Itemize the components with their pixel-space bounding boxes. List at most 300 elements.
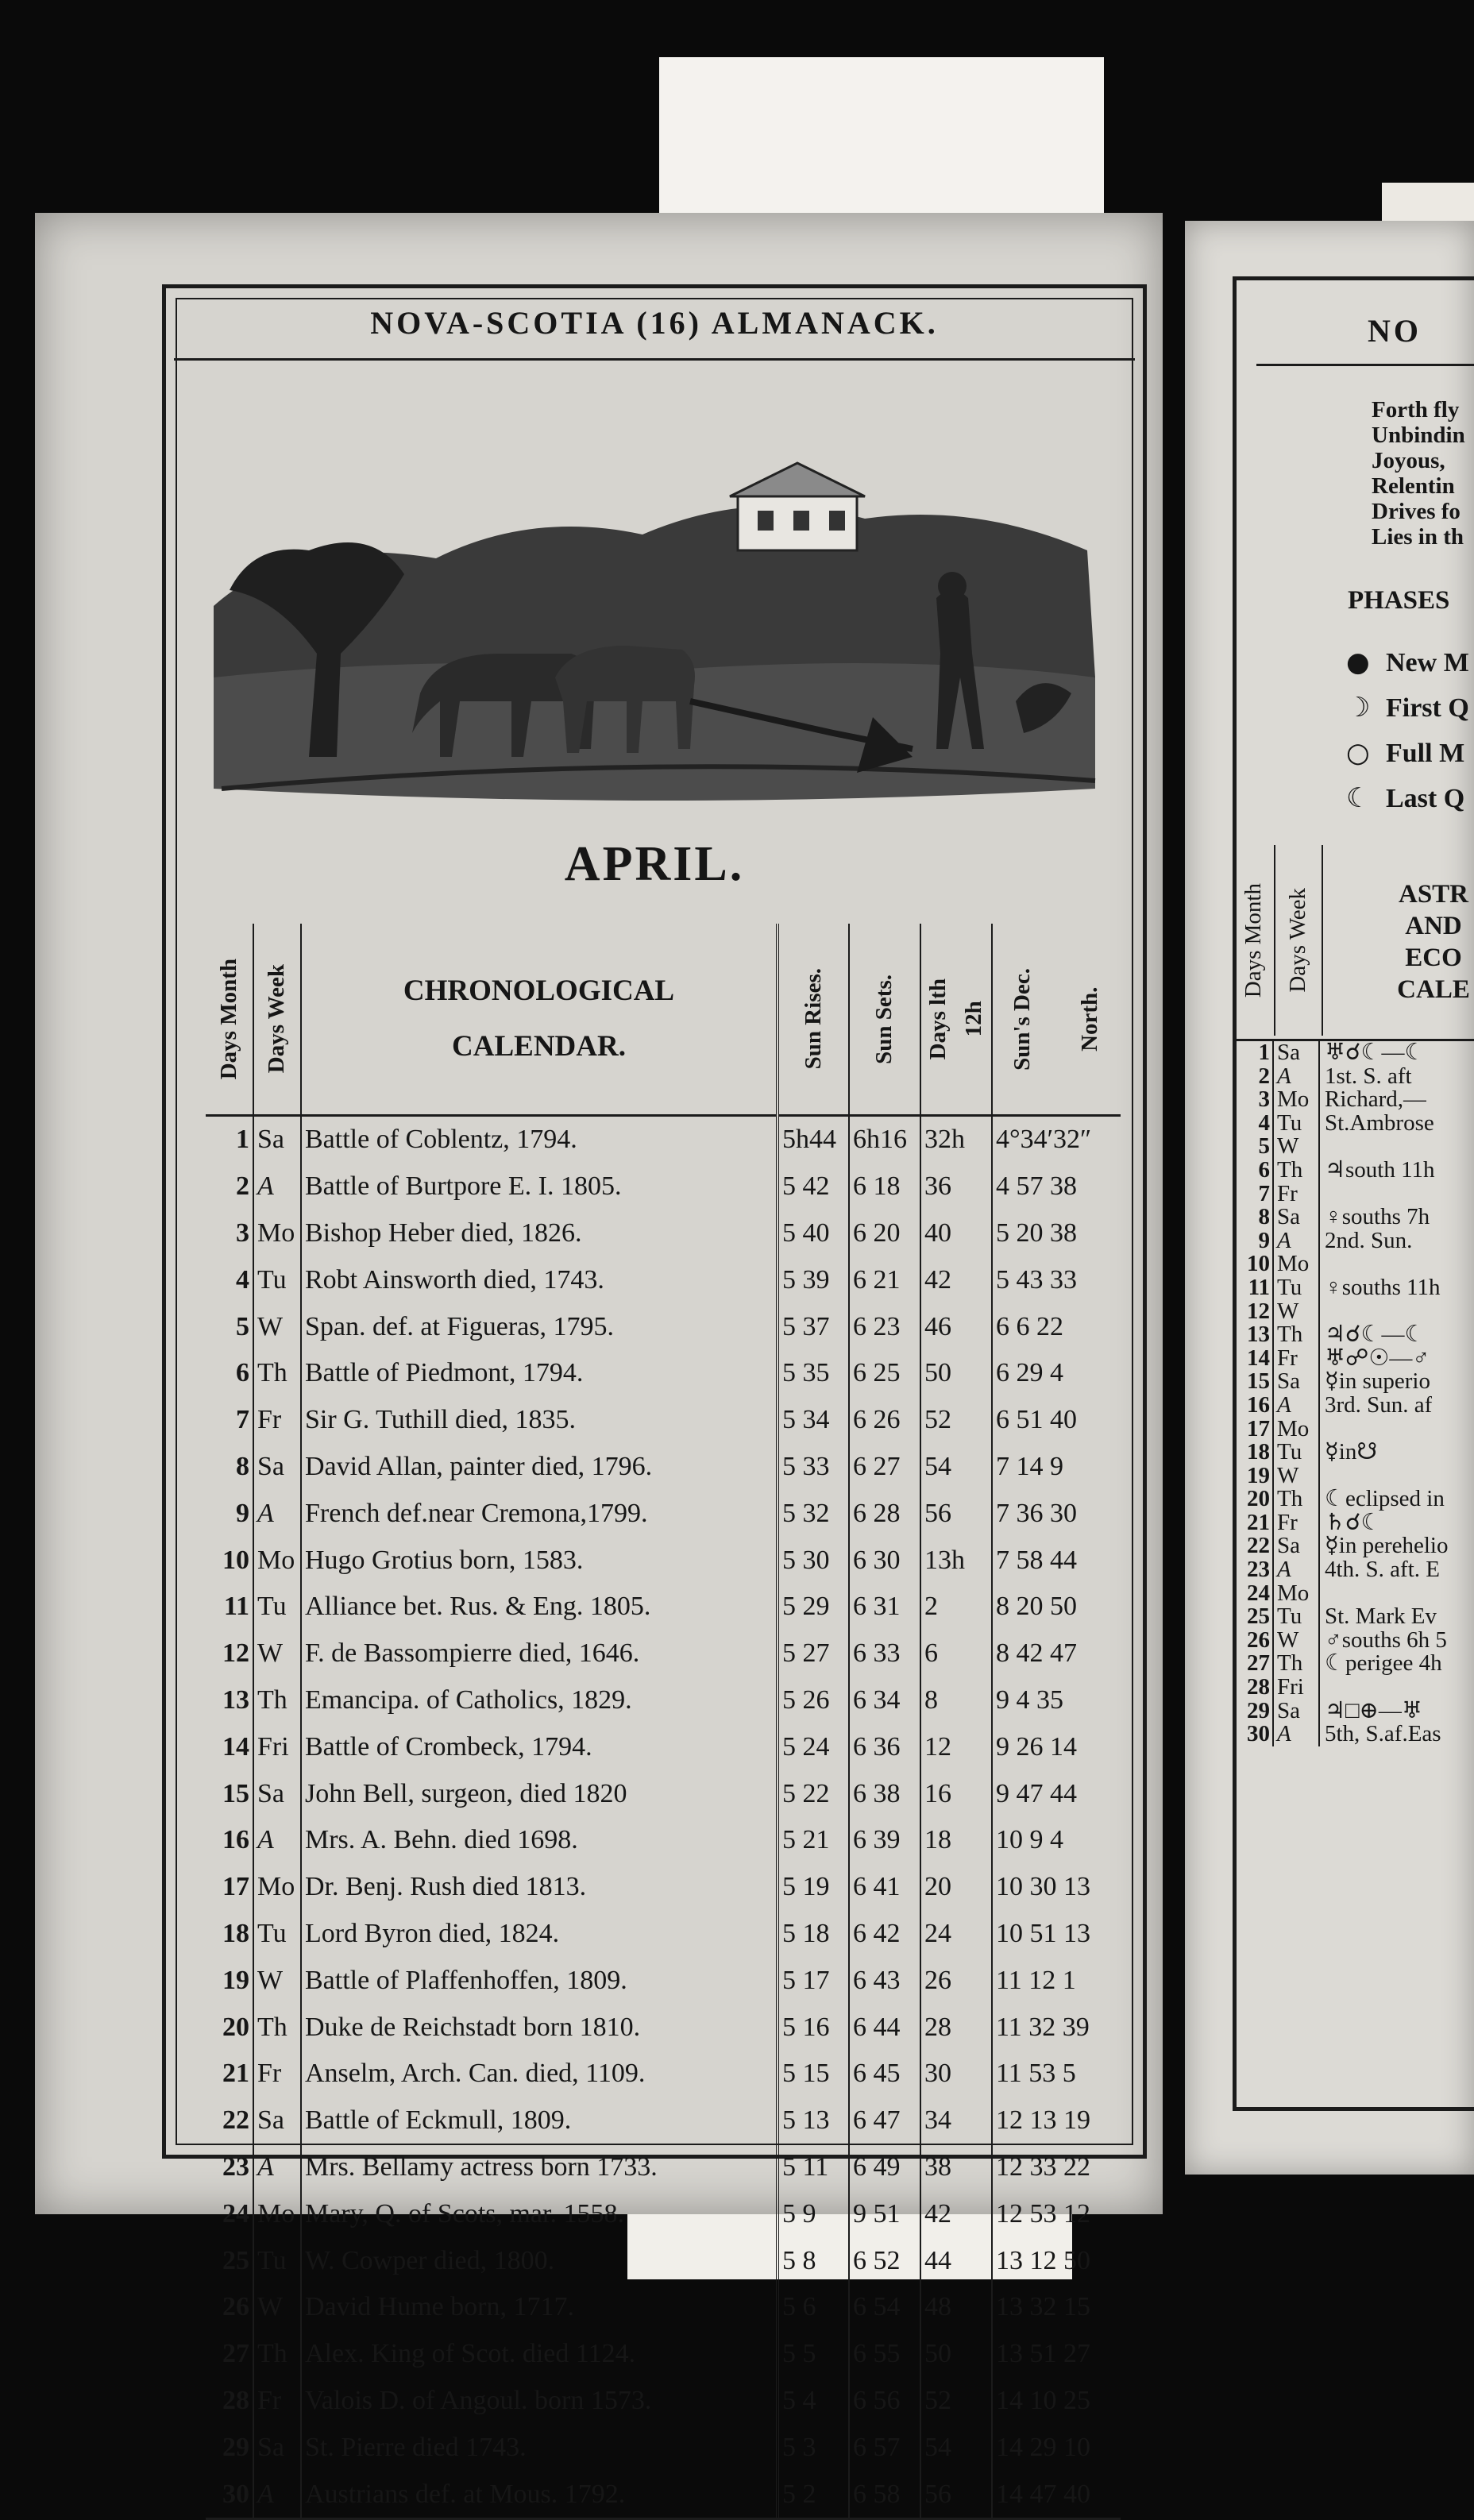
- sun-rises: 5 16: [778, 2004, 849, 2051]
- day-of-month: 28: [206, 2378, 253, 2425]
- page-frame: [162, 284, 1147, 2509]
- table-row: [1234, 1441, 1474, 1465]
- days-length: 26: [920, 1957, 992, 2004]
- phase-item: ● New M: [1346, 640, 1469, 685]
- suns-declination: 6 51 40: [996, 1405, 1077, 1435]
- chronological-event: Robt Ainsworth died, 1743.: [301, 1256, 778, 1303]
- day-of-month: 26: [206, 2284, 253, 2331]
- day-of-week: Sa: [1274, 1534, 1320, 1558]
- chronological-event: Austrians def. at Mous. 1792.: [301, 2471, 778, 2518]
- day-of-week: A: [253, 1490, 301, 1537]
- sun-sets: 6 42: [849, 1911, 920, 1958]
- table-row: [206, 1864, 1121, 1911]
- day-of-week: Mo: [1274, 1582, 1320, 1606]
- astronomical-note: [1320, 1465, 1325, 1488]
- day-of-month: 9: [1234, 1229, 1274, 1253]
- suns-declination: 12 33 22: [996, 2151, 1090, 2182]
- table-row: [1234, 1065, 1474, 1089]
- astronomical-note: [1320, 1418, 1325, 1441]
- left-page: [35, 213, 1163, 2509]
- chronological-event: Sir G. Tuthill died, 1835.: [301, 1397, 778, 1444]
- table-row: [1234, 1156, 1474, 1183]
- right-header-rule: [1256, 364, 1474, 366]
- table-row: [1234, 1605, 1474, 1629]
- right-page-header: NO: [1368, 313, 1422, 349]
- day-of-month: 21: [1234, 1511, 1274, 1535]
- day-of-week: A: [1274, 1723, 1320, 1746]
- table-row: [206, 2097, 1121, 2144]
- chronological-event: David Hume born, 1717.: [301, 2284, 778, 2331]
- days-length: 38: [920, 2144, 992, 2191]
- day-of-month: 17: [1234, 1418, 1274, 1441]
- days-length: 50: [920, 2331, 992, 2378]
- day-of-week: Th: [253, 2331, 301, 2378]
- sun-rises: 5 9: [778, 2190, 849, 2237]
- sun-rises: 5 35: [778, 1350, 849, 1397]
- table-row: [1234, 1276, 1474, 1300]
- astronomical-note: [1320, 1300, 1325, 1324]
- chronological-event: Bishop Heber died, 1826.: [301, 1210, 778, 1257]
- day-of-month: 22: [1234, 1534, 1274, 1558]
- col-days-length: [920, 924, 992, 1116]
- sun-rises: 5 34: [778, 1397, 849, 1444]
- day-of-week: W: [253, 1957, 301, 2004]
- days-length: 56: [920, 1490, 992, 1537]
- day-of-week: Sa: [1274, 1370, 1320, 1394]
- sun-rises: 5 15: [778, 2051, 849, 2097]
- sun-rises: 5 26: [778, 1677, 849, 1724]
- days-length: 34: [920, 2097, 992, 2144]
- table-row: [206, 1256, 1121, 1303]
- day-of-week: Th: [1274, 1159, 1320, 1183]
- day-of-week: W: [253, 1630, 301, 1677]
- right-col-days-week: Days Week: [1285, 888, 1311, 993]
- phase-item: ○ Full M: [1346, 731, 1469, 776]
- table-row: [1234, 1180, 1474, 1206]
- table-row: [1234, 1206, 1474, 1229]
- table-row: [1234, 1300, 1474, 1324]
- days-length: 40: [920, 1210, 992, 1257]
- calendar-table: [206, 924, 1121, 2520]
- day-of-week: A: [253, 2144, 301, 2191]
- day-of-month: 7: [206, 1397, 253, 1444]
- chronological-event: Battle of Eckmull, 1809.: [301, 2097, 778, 2144]
- day-of-week: A: [1274, 1394, 1320, 1418]
- verse-line: Drives fo: [1372, 499, 1460, 524]
- new-moon-icon: ●: [1346, 646, 1370, 678]
- suns-declination: 13 51 27: [996, 2339, 1090, 2369]
- chronological-event: Mary, Q. of Scots, mar. 1558.: [301, 2190, 778, 2237]
- days-length: 56: [920, 2471, 992, 2518]
- chron-head-line2: CALENDAR.: [452, 1030, 626, 1063]
- header-rule: [174, 358, 1135, 361]
- astronomical-note: [1320, 1582, 1325, 1606]
- sun-rises: 5 18: [778, 1911, 849, 1958]
- day-of-week: Fr: [253, 2378, 301, 2425]
- chron-head-line1: CHRONOLOGICAL: [403, 974, 675, 1007]
- sun-sets: 6 56: [849, 2378, 920, 2425]
- table-row: [206, 1677, 1121, 1724]
- astronomical-note: 3rd. Sun. af: [1325, 1393, 1433, 1418]
- suns-dec-label: Sun's Dec.: [1009, 967, 1035, 1071]
- day-of-week: Mo: [1274, 1088, 1320, 1112]
- day-of-month: 10: [1234, 1252, 1274, 1276]
- suns-declination: 13 32 15: [996, 2292, 1090, 2322]
- day-of-week: A: [253, 2471, 301, 2518]
- sun-rises: 5 24: [778, 1723, 849, 1770]
- sun-sets: 9 51: [849, 2190, 920, 2237]
- astronomical-note: [1320, 1252, 1325, 1276]
- table-row: [206, 2144, 1121, 2191]
- day-of-week: Sa: [253, 1116, 301, 1164]
- table-row: [1234, 1041, 1474, 1065]
- astronomical-note: ♄☌☾: [1325, 1511, 1382, 1535]
- day-of-week: Mo: [253, 1537, 301, 1584]
- last-quarter-icon: ☾: [1346, 782, 1371, 814]
- day-of-month: 15: [206, 1770, 253, 1817]
- sun-rises: 5 3: [778, 2424, 849, 2471]
- astronomical-note: ☾perigee 4h: [1325, 1652, 1442, 1677]
- right-column-headers: [1234, 845, 1323, 1036]
- days-length: 8: [920, 1677, 992, 1724]
- day-of-week: Fr: [1274, 1511, 1320, 1535]
- suns-declination: 11 53 5: [996, 2059, 1076, 2089]
- astronomical-note: ♅☌☾—☾: [1325, 1041, 1426, 1065]
- chronological-event: Battle of Burtpore E. I. 1805.: [301, 1164, 778, 1210]
- day-of-month: 18: [206, 1911, 253, 1958]
- suns-declination: 14 47 40: [996, 2479, 1090, 2509]
- verse-line: Unbindin: [1372, 423, 1465, 448]
- sun-sets: 6 21: [849, 1256, 920, 1303]
- table-row: [1234, 1534, 1474, 1558]
- chronological-event: Span. def. at Figueras, 1795.: [301, 1303, 778, 1350]
- day-of-week: Sa: [253, 1770, 301, 1817]
- day-of-month: 12: [1234, 1300, 1274, 1324]
- day-of-week: Sa: [253, 2097, 301, 2144]
- day-of-week: Th: [253, 1677, 301, 1724]
- suns-declination: 10 30 13: [996, 1872, 1090, 1902]
- table-row: [1234, 1488, 1474, 1511]
- sun-rises: 5 8: [778, 2237, 849, 2284]
- astronomical-note: 4th. S. aft. E: [1325, 1558, 1440, 1582]
- suns-dec-sub: North.: [1077, 986, 1103, 1052]
- days-length: 52: [920, 2378, 992, 2425]
- days-length: 48: [920, 2284, 992, 2331]
- table-row: [1234, 1558, 1474, 1582]
- suns-declination: 11 32 39: [996, 2012, 1090, 2042]
- astronomical-note: St. Mark Ev: [1325, 1605, 1437, 1629]
- table-row: [1234, 1347, 1474, 1371]
- day-of-week: Th: [1274, 1323, 1320, 1347]
- table-row: [1234, 1252, 1474, 1276]
- chronological-event: F. de Bassompierre died, 1646.: [301, 1630, 778, 1677]
- sun-sets: 6 23: [849, 1303, 920, 1350]
- astronomical-note: ♀souths 11h: [1325, 1275, 1441, 1300]
- day-of-month: 2: [206, 1164, 253, 1210]
- day-of-week: Mo: [1274, 1418, 1320, 1441]
- table-row: [1234, 1697, 1474, 1723]
- day-of-month: 18: [1234, 1441, 1274, 1465]
- days-length: 20: [920, 1864, 992, 1911]
- chronological-event: Mrs. A. Behn. died 1698.: [301, 1817, 778, 1864]
- day-of-week: Fri: [253, 1723, 301, 1770]
- day-of-month: 14: [1234, 1347, 1274, 1371]
- day-of-month: 20: [1234, 1488, 1274, 1511]
- day-of-week: Fr: [1274, 1347, 1320, 1371]
- sun-sets: 6 43: [849, 1957, 920, 2004]
- sun-sets: 6 49: [849, 2144, 920, 2191]
- sun-sets: 6 52: [849, 2237, 920, 2284]
- day-of-week: W: [1274, 1135, 1320, 1159]
- day-of-month: 11: [206, 1584, 253, 1630]
- table-row: [206, 1490, 1121, 1537]
- day-of-week: Tu: [1274, 1605, 1320, 1629]
- day-of-month: 28: [1234, 1676, 1274, 1700]
- day-of-month: 25: [206, 2237, 253, 2284]
- day-of-month: 19: [1234, 1465, 1274, 1488]
- day-of-month: 20: [206, 2004, 253, 2051]
- days-length: 54: [920, 1444, 992, 1491]
- days-length: 52: [920, 1397, 992, 1444]
- col-chronological-calendar: [301, 924, 778, 1116]
- table-row: [1234, 1582, 1474, 1606]
- verse-line: Joyous,: [1372, 448, 1445, 473]
- table-row: [206, 1397, 1121, 1444]
- astronomical-note: [1320, 1676, 1325, 1700]
- table-row: [206, 1911, 1121, 1958]
- sun-rises: 5 27: [778, 1630, 849, 1677]
- sun-sets: 6 34: [849, 1677, 920, 1724]
- suns-declination: 14 29 10: [996, 2432, 1090, 2462]
- day-of-month: 24: [206, 2190, 253, 2237]
- table-row: [1234, 1088, 1474, 1112]
- day-of-month: 6: [206, 1350, 253, 1397]
- day-of-week: Fr: [253, 1397, 301, 1444]
- table-row: [206, 1350, 1121, 1397]
- days-length: 6: [920, 1630, 992, 1677]
- suns-declination: 5 43 33: [996, 1264, 1077, 1295]
- astronomical-note: 2nd. Sun.: [1325, 1229, 1413, 1253]
- suns-declination: 6 29 4: [996, 1358, 1063, 1388]
- day-of-month: 7: [1234, 1183, 1274, 1206]
- chronological-event: David Allan, painter died, 1796.: [301, 1444, 778, 1491]
- table-row: [206, 2004, 1121, 2051]
- day-of-month: 4: [206, 1256, 253, 1303]
- sun-rises: 5 33: [778, 1444, 849, 1491]
- suns-declination: 6 6 22: [996, 1311, 1063, 1341]
- page-header: NOVA-SCOTIA (16) ALMANACK.: [370, 305, 939, 341]
- days-length: 13h: [920, 1537, 992, 1584]
- suns-declination: 5 20 38: [996, 1218, 1077, 1248]
- day-of-month: 14: [206, 1723, 253, 1770]
- sun-sets: 6 36: [849, 1723, 920, 1770]
- days-length: 32h: [920, 1116, 992, 1164]
- chronological-event: W. Cowper died, 1800.: [301, 2237, 778, 2284]
- table-row: [206, 1537, 1121, 1584]
- phases-heading: PHASES: [1348, 586, 1450, 615]
- day-of-week: Sa: [1274, 1206, 1320, 1229]
- suns-declination: 9 26 14: [996, 1731, 1077, 1762]
- day-of-month: 8: [1234, 1206, 1274, 1229]
- table-row: [206, 1444, 1121, 1491]
- suns-declination: 14 10 25: [996, 2385, 1090, 2415]
- sun-rises: 5 17: [778, 1957, 849, 2004]
- sun-rises: 5 29: [778, 1584, 849, 1630]
- astronomical-note: ☾eclipsed in: [1325, 1488, 1445, 1511]
- sun-sets: 6 26: [849, 1397, 920, 1444]
- sun-rises: 5 5: [778, 2331, 849, 2378]
- sun-sets: 6 47: [849, 2097, 920, 2144]
- day-of-week: Sa: [1274, 1041, 1320, 1065]
- days-length: 18: [920, 1817, 992, 1864]
- table-row: [1234, 1676, 1474, 1700]
- day-of-month: 11: [1234, 1276, 1274, 1300]
- suns-declination: 13 12 50: [996, 2245, 1090, 2275]
- chronological-event: Battle of Coblentz, 1794.: [301, 1116, 778, 1164]
- table-row: [206, 1303, 1121, 1350]
- chronological-event: St. Pierre died 1743.: [301, 2424, 778, 2471]
- days-length: 54: [920, 2424, 992, 2471]
- chronological-event: Emancipa. of Catholics, 1829.: [301, 1677, 778, 1724]
- sun-sets: 6 57: [849, 2424, 920, 2471]
- verse: [1372, 397, 1465, 550]
- astronomical-note: 5th, S.af.Eas: [1325, 1723, 1441, 1746]
- table-row: [1234, 1511, 1474, 1535]
- day-of-month: 17: [206, 1864, 253, 1911]
- suns-declination: 10 51 13: [996, 1918, 1090, 1948]
- right-page: [1185, 221, 1474, 2175]
- table-row: [1234, 1229, 1474, 1253]
- astronomical-note: St.Ambrose: [1325, 1111, 1434, 1136]
- astronomical-note: [1320, 1183, 1325, 1206]
- astronomical-note: ♀souths 7h: [1325, 1206, 1430, 1229]
- chronological-event: Anselm, Arch. Can. died, 1109.: [301, 2051, 778, 2097]
- days-length: 42: [920, 2190, 992, 2237]
- moon-phases-list: [1346, 640, 1469, 821]
- days-length: 46: [920, 1303, 992, 1350]
- table-row: [206, 2237, 1121, 2284]
- table-row: [206, 1817, 1121, 1864]
- sun-rises: 5 22: [778, 1770, 849, 1817]
- col-suns-declination: [992, 924, 1121, 1116]
- day-of-week: Th: [253, 2004, 301, 2051]
- sun-rises: 5 30: [778, 1537, 849, 1584]
- chronological-event: Dr. Benj. Rush died 1813.: [301, 1864, 778, 1911]
- days-length: 44: [920, 2237, 992, 2284]
- sun-sets: 6 38: [849, 1770, 920, 1817]
- day-of-month: 16: [206, 1817, 253, 1864]
- day-of-week: W: [253, 2284, 301, 2331]
- sun-sets: 6 33: [849, 1630, 920, 1677]
- suns-declination: 10 9 4: [996, 1825, 1063, 1855]
- day-of-week: Tu: [253, 1256, 301, 1303]
- day-of-month: 8: [206, 1444, 253, 1491]
- table-row: [206, 1630, 1121, 1677]
- table-row: [206, 2378, 1121, 2425]
- sun-sets: 6 25: [849, 1350, 920, 1397]
- table-row: [1234, 1415, 1474, 1441]
- day-of-week: Tu: [1274, 1441, 1320, 1465]
- day-of-week: Sa: [253, 2424, 301, 2471]
- day-of-week: Tu: [1274, 1112, 1320, 1136]
- day-of-month: 3: [1234, 1088, 1274, 1112]
- table-row: [206, 1723, 1121, 1770]
- suns-declination: 11 12 1: [996, 1965, 1076, 1995]
- day-of-week: Tu: [253, 1911, 301, 1958]
- chronological-event: Battle of Crombeck, 1794.: [301, 1723, 778, 1770]
- phase-item: ☽ First Q: [1346, 685, 1469, 731]
- days-length: 28: [920, 2004, 992, 2051]
- days-length: 2: [920, 1584, 992, 1630]
- astronomical-note: ♅☍☉—♂: [1325, 1346, 1430, 1371]
- day-of-month: 25: [1234, 1605, 1274, 1629]
- phase-item: ☾ Last Q: [1346, 776, 1469, 821]
- suns-declination: 8 20 50: [996, 1592, 1077, 1622]
- day-of-month: 15: [1234, 1370, 1274, 1394]
- astronomical-heading: ASTR AND ECO CALE: [1397, 880, 1470, 1004]
- table-bottom-rule: [206, 2518, 1121, 2520]
- day-of-month: 5: [206, 1303, 253, 1350]
- day-of-month: 16: [1234, 1394, 1274, 1418]
- day-of-month: 12: [206, 1630, 253, 1677]
- astronomical-note: ☿in superio: [1325, 1370, 1430, 1394]
- sun-sets: 6 31: [849, 1584, 920, 1630]
- sun-rises: 5 4: [778, 2378, 849, 2425]
- chronological-event: Hugo Grotius born, 1583.: [301, 1537, 778, 1584]
- verse-line: Lies in th: [1372, 524, 1464, 550]
- suns-declination: 7 36 30: [996, 1498, 1077, 1528]
- sun-sets: 6h16: [849, 1116, 920, 1164]
- day-of-month: 27: [1234, 1652, 1274, 1676]
- day-of-week: Fri: [1274, 1676, 1320, 1700]
- month-title: APRIL.: [564, 837, 745, 891]
- suns-declination: 7 58 44: [996, 1545, 1077, 1575]
- table-row: [1234, 1391, 1474, 1418]
- table-row: [206, 1210, 1121, 1257]
- sun-sets: 6 27: [849, 1444, 920, 1491]
- suns-declination: 4 57 38: [996, 1171, 1077, 1202]
- day-of-month: 29: [1234, 1700, 1274, 1723]
- day-of-month: 1: [206, 1116, 253, 1164]
- day-of-month: 3: [206, 1210, 253, 1257]
- suns-declination: 9 4 35: [996, 1685, 1063, 1715]
- day-of-month: 23: [1234, 1558, 1274, 1582]
- day-of-week: Tu: [253, 2237, 301, 2284]
- astronomical-calendar-table: [1234, 1039, 1474, 1746]
- chronological-event: John Bell, surgeon, died 1820: [301, 1770, 778, 1817]
- day-of-week: A: [1274, 1065, 1320, 1089]
- day-of-month: 13: [1234, 1323, 1274, 1347]
- day-of-month: 30: [1234, 1723, 1274, 1746]
- days-length-sub: 12h: [960, 1001, 986, 1037]
- chronological-event: Battle of Piedmont, 1794.: [301, 1350, 778, 1397]
- day-of-month: 21: [206, 2051, 253, 2097]
- sun-rises: 5 13: [778, 2097, 849, 2144]
- table-row: [206, 2471, 1121, 2518]
- day-of-month: 23: [206, 2144, 253, 2191]
- right-col-days-month: Days Month: [1241, 882, 1267, 998]
- verse-line: Relentin: [1372, 473, 1455, 499]
- day-of-month: 24: [1234, 1582, 1274, 1606]
- table-row: [206, 1116, 1121, 1164]
- sun-sets: 6 45: [849, 2051, 920, 2097]
- day-of-week: W: [1274, 1300, 1320, 1324]
- col-days-month: Days Month: [206, 924, 253, 1116]
- day-of-week: Th: [1274, 1488, 1320, 1511]
- table-row: [206, 1957, 1121, 2004]
- first-quarter-icon: ☽: [1346, 692, 1371, 724]
- table-row: [206, 2284, 1121, 2331]
